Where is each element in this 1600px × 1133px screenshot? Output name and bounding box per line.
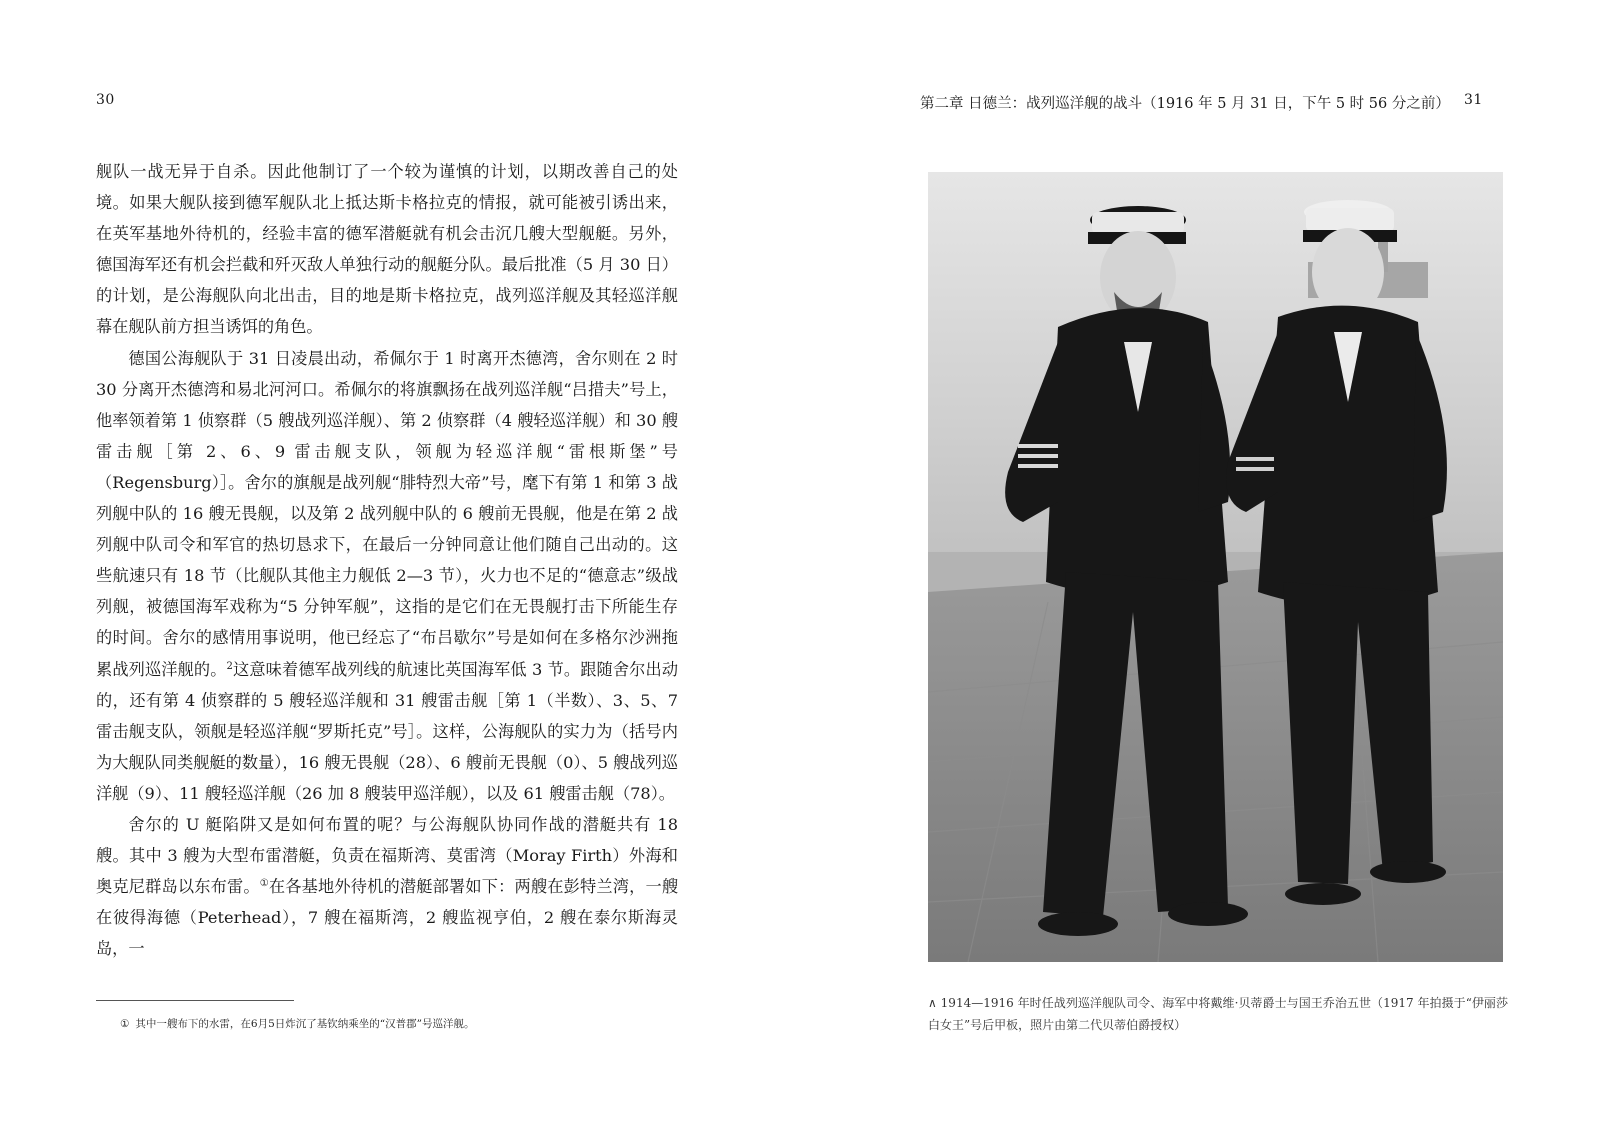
caption-text: 1914—1916 年时任战列巡洋舰队司令、海军中将戴维·贝蒂爵士与国王乔治五世（1917 年拍摄于“伊丽莎白女王”号后甲板，照片由第二代贝蒂伯爵授权）: [928, 996, 1508, 1032]
left-page-number: 30: [96, 92, 115, 108]
right-page-number: 31: [1464, 92, 1483, 108]
historical-photo: [928, 172, 1503, 962]
paragraph-2-cont: 这意味着德军战列线的航速比英国海军低 3 节。跟随舍尔出动的，还有第 4 侦察群的 5 艘轻巡洋舰和 31 艘雷击舰［第 1（半数）、3、5、7 雷击舰支队，领舰是轻巡洋舰“罗斯托克”号］。这样，公海舰队的实力为（括号内为大舰队同类舰艇的数量），16 艘无畏舰（28）、6 艘前无畏舰（0）、5 艘战列巡洋舰（9）、11 艘轻巡洋舰（26 加 8 艘装甲巡洋舰），以及 61 艘雷击舰（78）。: [96, 659, 679, 803]
paragraph-3: [96, 809, 678, 964]
caption-marker: ∧: [928, 996, 937, 1010]
paragraph-2: [96, 343, 678, 809]
photo-illustration: [928, 172, 1503, 962]
paragraph-2-text: 德国公海舰队于 31 日凌晨出动，希佩尔于 1 时离开杰德湾，舍尔则在 2 时 30 分离开杰德湾和易北河河口。希佩尔的将旗飘扬在战列巡洋舰“吕措夫”号上，他率领着第 1 侦察群（5 艘战列巡洋舰）、第 2 侦察群（4 艘轻巡洋舰）和 30 艘雷击舰［第 2、6、9 雷击舰支队，领舰为轻巡洋舰“雷根斯堡”号（Regensburg）］。舍尔的旗舰是战列舰“腓特烈大帝”号，麾下有第 1 和第 3 战列舰中队的 16 艘无畏舰，以及第 2 战列舰中队的 6 艘前无畏舰，他是在第 2 战列舰中队司令和军官的热切恳求下，在最后一分钟同意让他们随自己出动的。这些航速只有 18 节（比舰队其他主力舰低 2—3 节），火力也不足的“德意志”级战列舰，被德国海军戏称为“5 分钟军舰”，这指的是它们在无畏舰打击下所能生存的时间。舍尔的感情用事说明，他已经忘了“布吕歇尔”号是如何在多格尔沙洲拖累战列巡洋舰的。: [96, 348, 678, 679]
paragraph-3-text: 舍尔的 U 艇陷阱又是如何布置的呢？与公海舰队协同作战的潜艇共有 18 艘。其中 3 艘为大型布雷潜艇，负责在福斯湾、莫雷湾（Moray Firth）外海和奥克尼群岛以东布雷。: [96, 814, 678, 897]
paragraph-3-cont: 在各基地外待机的潜艇部署如下：两艘在彭特兰湾，一艘在彼得海德（Peterhead），7 艘在福斯湾，2 艘监视亨伯，2 艘在泰尔斯海灵岛，一: [96, 877, 679, 959]
footnote-text: 其中一艘布下的水雷，在6月5日炸沉了基钦纳乘坐的“汉普郡”号巡洋舰。: [135, 1018, 475, 1030]
note-ref-1: ①: [259, 878, 269, 890]
running-head: 第二章 日德兰：战列巡洋舰的战斗（1916 年 5 月 31 日，下午 5 时 56 分之前）: [920, 96, 1450, 112]
left-body-text: [96, 156, 678, 964]
photo-caption: [928, 992, 1508, 1036]
footnote-divider: [96, 1000, 294, 1001]
paragraph-1: 舰队一战无异于自杀。因此他制订了一个较为谨慎的计划，以期改善自己的处境。如果大舰队接到德军舰队北上抵达斯卡格拉克的情报，就可能被引诱出来，在英军基地外待机的，经验丰富的德军潜艇就有机会击沉几艘大型舰艇。另外，德国海军还有机会拦截和歼灭敌人单独行动的舰艇分队。最后批准（5 月 30 日）的计划，是公海舰队向北出击，目的地是斯卡格拉克，战列巡洋舰及其轻巡洋舰幕在舰队前方担当诱饵的角色。: [96, 162, 678, 337]
footnote-mark: ①: [120, 1018, 130, 1030]
footnote: [120, 1016, 680, 1032]
note-ref-2: 2: [226, 660, 233, 672]
